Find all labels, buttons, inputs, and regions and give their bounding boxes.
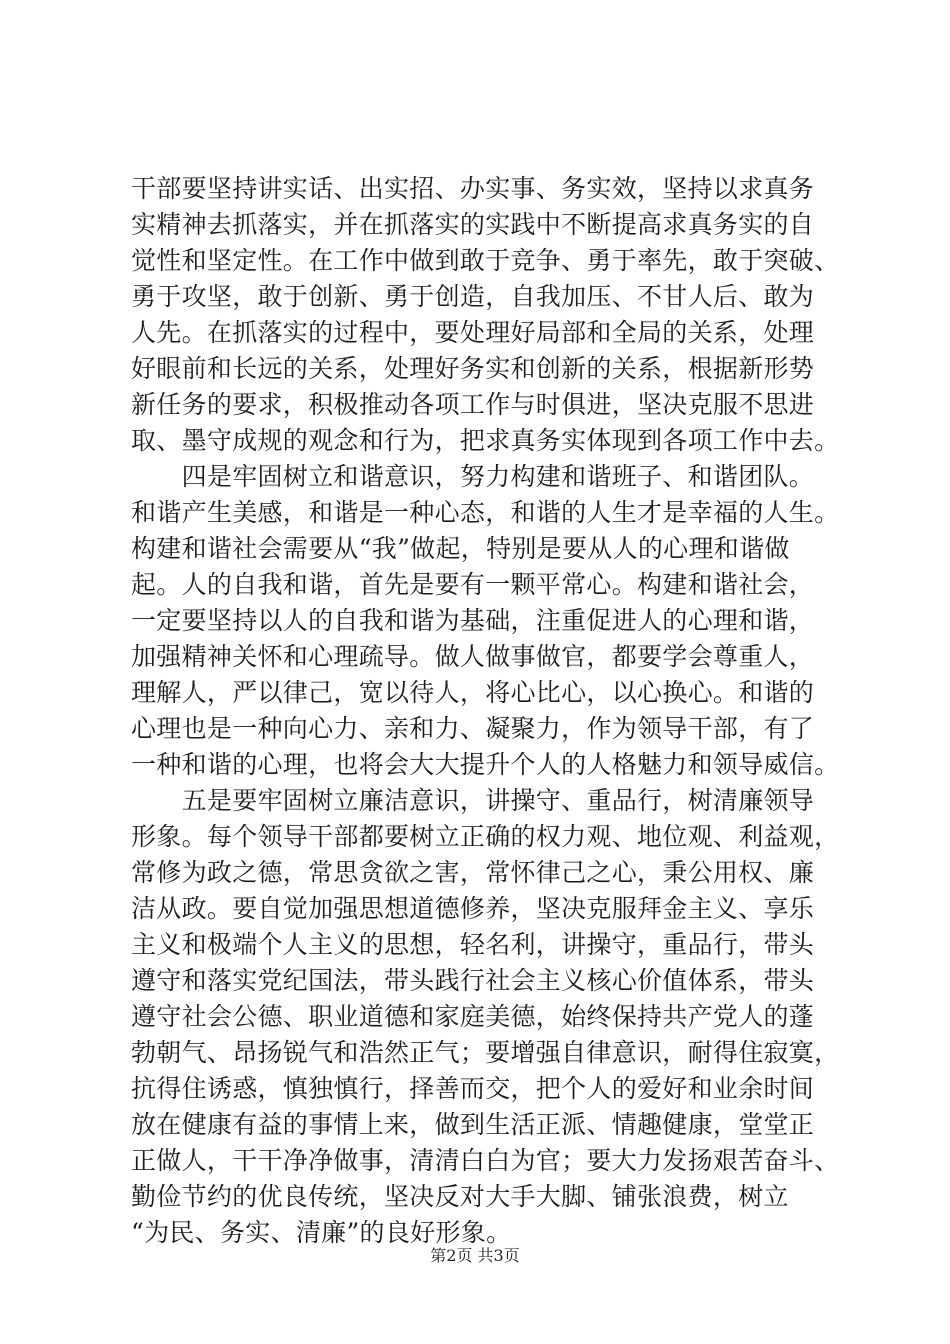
text-line: 抗得住诱惑，慎独慎行，择善而交，把个人的爱好和业余时间 (131, 1074, 815, 1103)
text-line: 一种和谐的心理，也将会大大提升个人的人格魅力和领导威信。 (131, 750, 840, 779)
text-line: 勤俭节约的优良传统，坚决反对大手大脚、铺张浪费，树立 (131, 1182, 789, 1211)
paragraph-integrity (131, 783, 840, 1251)
text-line: 取、墨守成规的观念和行为，把求真务实体现到各项工作中去。 (131, 426, 840, 455)
text-line: 勇于攻坚，敢于创新、勇于创造，自我加压、不甘人后、敢为 (131, 282, 815, 311)
text-line: 五是要牢固树立廉洁意识，讲操守、重品行，树清廉领导 (131, 786, 815, 815)
text-line: 构建和谐社会需要从“我”做起，特别是要从人的心理和谐做 (131, 534, 790, 563)
text-line: 正做人，干干净净做事，清清白白为官；要大力发扬艰苦奋斗、 (131, 1146, 840, 1175)
text-line: 干部要坚持讲实话、出实招、办实事、务实效，坚持以求真务 (131, 174, 815, 203)
text-line: 起。人的自我和谐，首先是要有一颗平常心。构建和谐社会， (131, 570, 815, 599)
text-line: 觉性和坚定性。在工作中做到敢于竞争、勇于率先，敢于突破、 (131, 246, 840, 275)
text-line: 实精神去抓落实，并在抓落实的实践中不断提高求真务实的自 (131, 210, 815, 239)
text-line: 主义和极端个人主义的思想，轻名利，讲操守，重品行，带头 (131, 930, 815, 959)
page-number-footer: 第2页 共3页 (430, 1246, 520, 1265)
text-line: 一定要坚持以人的自我和谐为基础，注重促进人的心理和谐， (131, 606, 815, 635)
text-line: “为民、务实、清廉”的良好形象。 (131, 1218, 512, 1247)
text-line: 理解人，严以律己，宽以待人，将心比心，以心换心。和谐的 (131, 678, 815, 707)
text-line: 好眼前和长远的关系，处理好务实和创新的关系，根据新形势 (131, 354, 815, 383)
text-line: 洁从政。要自觉加强思想道德修养，坚决克服拜金主义、享乐 (131, 894, 815, 923)
text-line: 人先。在抓落实的过程中，要处理好局部和全局的关系，处理 (131, 318, 815, 347)
text-line: 遵守和落实党纪国法，带头践行社会主义核心价值体系，带头 (131, 966, 815, 995)
paragraph-continuation (131, 171, 840, 459)
text-line: 四是牢固树立和谐意识，努力构建和谐班子、和谐团队。 (131, 462, 815, 491)
text-line: 勃朝气、昂扬锐气和浩然正气；要增强自律意识，耐得住寂寞， (131, 1038, 840, 1067)
text-line: 常修为政之德，常思贪欲之害，常怀律己之心，秉公用权、廉 (131, 858, 815, 887)
text-line: 新任务的要求，积极推动各项工作与时俱进，坚决克服不思进 (131, 390, 815, 419)
text-line: 和谐产生美感，和谐是一种心态，和谐的人生才是幸福的人生。 (131, 498, 840, 527)
text-line: 遵守社会公德、职业道德和家庭美德，始终保持共产党人的蓬 (131, 1002, 815, 1031)
text-line: 心理也是一种向心力、亲和力、凝聚力，作为领导干部，有了 (131, 714, 815, 743)
text-line: 加强精神关怀和心理疏导。做人做事做官，都要学会尊重人， (131, 642, 815, 671)
text-line: 形象。每个领导干部都要树立正确的权力观、地位观、利益观， (131, 822, 840, 851)
text-line: 放在健康有益的事情上来，做到生活正派、情趣健康，堂堂正 (131, 1110, 815, 1139)
paragraph-harmony (131, 459, 840, 783)
